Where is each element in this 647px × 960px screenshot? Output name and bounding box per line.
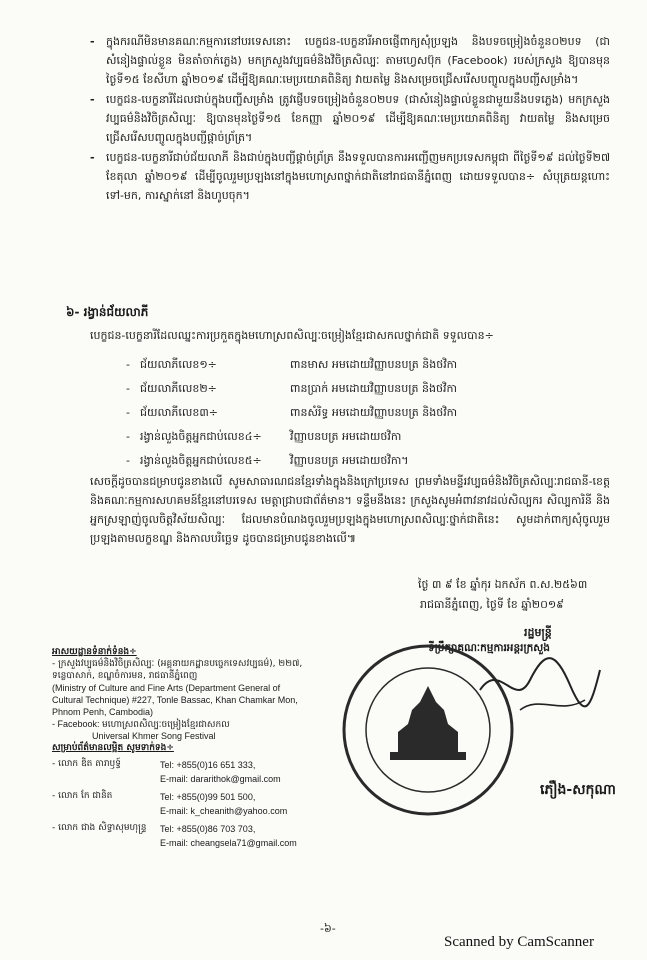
email: E-mail: cheangsela71@gmail.com [160,838,297,848]
signature-icon [460,640,610,730]
address-km: - ក្រសួងវប្បធម៌និងវិចិត្រសិល្បៈ (អគ្គនាយកដ្ឋានបច្ចេកទេសវប្បធម៌), ២២៧, ទន្លេបាសាក់, ខណ្ឌចំការមន, រាជធានីភ្នំពេញ [52,659,303,681]
contact-heading: អាសយដ្ឋានទំនាក់ទំនង÷ [52,647,137,657]
prize-list [126,352,546,472]
contact-person: - លោក ជាង សិទ្ធាសុមហុន្ទ្រ Tel: +855(0)86 703 703, E-mail: cheangsela71@gmail.com [52,823,297,848]
prize-row: - ជ័យលាភីលេខ៣÷ ពានសំរិទ្ធ អមដោយវិញ្ញាបនបត្រ និងថវិកា [126,405,458,419]
minister-title: រដ្ឋមន្ត្រី [524,626,552,639]
contact-person: - លោក កែ ជានិត Tel: +855(0)99 501 500, E-mail: k_cheanith@yahoo.com [52,791,288,816]
phone: Tel: +855(0)99 501 500, [160,792,256,802]
phone: Tel: +855(0)16 651 333, [160,760,256,770]
prize-row: - ជ័យលាភីលេខ១÷ ពានមាស អមដោយវិញ្ញាបនបត្រ និងថវិកា [126,357,458,371]
list-item: - ក្នុងករណីមិនមានគណៈកម្មការនៅបរទេសនោះ បេក្ខជន-បេក្ខនារីអាចផ្ញើពាក្យសុំប្រឡង និងបទចម្រៀងចំនួន០២បទ (ជាសំនៀងផ្ទាល់ខ្លួន មិនតាំចាក់ភ្លេង) មកក្រសួងវប្បធម៌និងវិចិត្រសិល្បៈ តាមហ្វេសប៊ុក (Facebook) របស់ក្រសួង ឱ្យបានមុនថ្ងៃទី១៥ ខែសីហា ឆ្នាំ២០១៩ ដើម្បីឱ្យគណៈមេប្រយោគពិនិត្យ វាយតម្លៃ និងសម្រេចជ្រើសរើសបញ្ចូលក្នុងបញ្ជីសម្រាំង។ [90,35,610,86]
contact-block [52,646,312,850]
prize-row: - ជ័យលាភីលេខ២÷ ពានប្រាក់ អមដោយវិញ្ញាបនបត្រ និងថវិកា [126,381,457,395]
address-en: (Ministry of Culture and Fine Arts (Department General of Cultural Technique) #227, Tonle Bassac, Khan Chamkar Mon, Phnom Penh, Cambodia) [52,683,298,717]
prize-row: - រង្វាន់លួងចិត្តអ្នកជាប់លេខ៥÷ វិញ្ញាបនបត្រ អមដោយថវិកា។ [126,453,409,467]
info-heading: សម្រាប់ព័ត៌មានលម្អិត សូមទាក់ទង÷ [52,743,174,753]
facebook-name: Universal Khmer Song Festival [92,731,216,741]
section-heading: ៦- រង្វាន់ជ័យលាភី [66,305,149,319]
minister-subtitle: ទីប្រឹក្សាគណៈកម្មការអន្តរក្រសួង [428,642,550,654]
email: E-mail: k_cheanith@yahoo.com [160,806,288,816]
scanner-watermark: Scanned by CamScanner [444,934,594,950]
lunar-date: ថ្ងៃ ៣ ៩ ខែ ឆ្នាំកុរ ឯកស័ក ព.ស.២៥៦៣ [418,578,588,591]
signer-name: ភឿង-សកុណា [540,782,616,798]
contact-person: - លោក ឌិត តារាឫទ្ធ៍ Tel: +855(0)16 651 333, E-mail: dararithok@gmail.com [52,759,281,784]
phone: Tel: +855(0)86 703 703, [160,824,256,834]
section-intro: បេក្ខជន-បេក្ខនារីដែលឈ្នះការប្រកួតក្នុងមហោស្រពសិល្បៈចម្រៀងខ្មែរជាសកលថ្នាក់ជាតិ ទទួលបាន÷ [90,329,494,342]
list-item: - បេក្ខជន-បេក្ខនារីដែលជាប់ក្នុងបញ្ជីសម្រាំង ត្រូវផ្ញើបទចម្រៀងចំនួន០២បទ (ជាសំនៀងផ្ទាល់ខ្លួនជាមួយនឹងបទភ្លេង) មកក្រសួងវប្បធម៌និងវិចិត្រសិល្បៈ ឱ្យបានមុនថ្ងៃទី១៥ ខែកញ្ញា ឆ្នាំ២០១៩ ដើម្បីឱ្យគណៈមេប្រយោគពិនិត្យ វាយតម្លៃ និងសម្រេចជ្រើសរើសបញ្ចូលក្នុងបញ្ជីផ្តាច់ព្រ័ត្រ។ [90,93,610,144]
prize-row: - រង្វាន់លួងចិត្តអ្នកជាប់លេខ៤÷ វិញ្ញាបនបត្រ អមដោយថវិកា [126,429,402,443]
facebook-label: - Facebook: មហោស្រពសិល្បៈចម្រៀងខ្មែរជាសកល [52,719,230,729]
page-number: -៦- [320,922,336,935]
bullet-list [90,32,610,206]
solar-date: រាជធានីភ្នំពេញ, ថ្ងៃទី ខែ ឆ្នាំ២០១៩ [420,598,564,611]
email: E-mail: dararithok@gmail.com [160,774,281,784]
closing-paragraph: សេចក្តីដូចបានជម្រាបជូនខាងលើ សូមសាធារណជនខ្មែរទាំងក្នុងនិងក្រៅប្រទេស ព្រមទាំងមន្ទីរវប្បធម៌និងវិចិត្រសិល្បៈរាជធានី-ខេត្ត និងគណៈកម្មការសហគមន៍ខ្មែរនៅបរទេស មេត្តាជ្រាបជាព័ត៌មាន។ ទន្ទឹមនឹងនេះ ក្រសួងសូមអំពាវនាវដល់សិល្បករ សិល្បការិនី និងអ្នកស្រឡាញ់ចូលចិត្តវិស័យសិល្បៈ ដែលមានបំណងចូលរួមប្រឡងក្នុងមហោស្រពសិល្បៈថ្នាក់ជាតិនេះ សូមដាក់ពាក្យសុំចូលរួមប្រឡងតាមលក្ខខណ្ឌ និងកាលបរិច្ឆេទ ដូចបានជម្រាបជូនខាងលើ៕ [90,475,610,545]
list-item: - បេក្ខជន-បេក្ខនារីជាប់ជ័យលាភី និងជាប់ក្នុងបញ្ជីផ្តាច់ព្រ័ត្រ នឹងទទួលបានការអញ្ជើញមកប្រទេសកម្ពុជា ពីថ្ងៃទី១៩ ដល់ថ្ងៃទី២៧ ខែតុលា ឆ្នាំ២០១៩ ដើម្បីចូលរួមប្រឡងនៅក្នុងមហោស្រពថ្នាក់ជាតិនៅរាជធានីភ្នំពេញ ដោយទទួលបាន÷ សំបុត្រយន្តហោះទៅ-មក, ការស្នាក់នៅ និងហូបចុក។ [90,151,610,202]
